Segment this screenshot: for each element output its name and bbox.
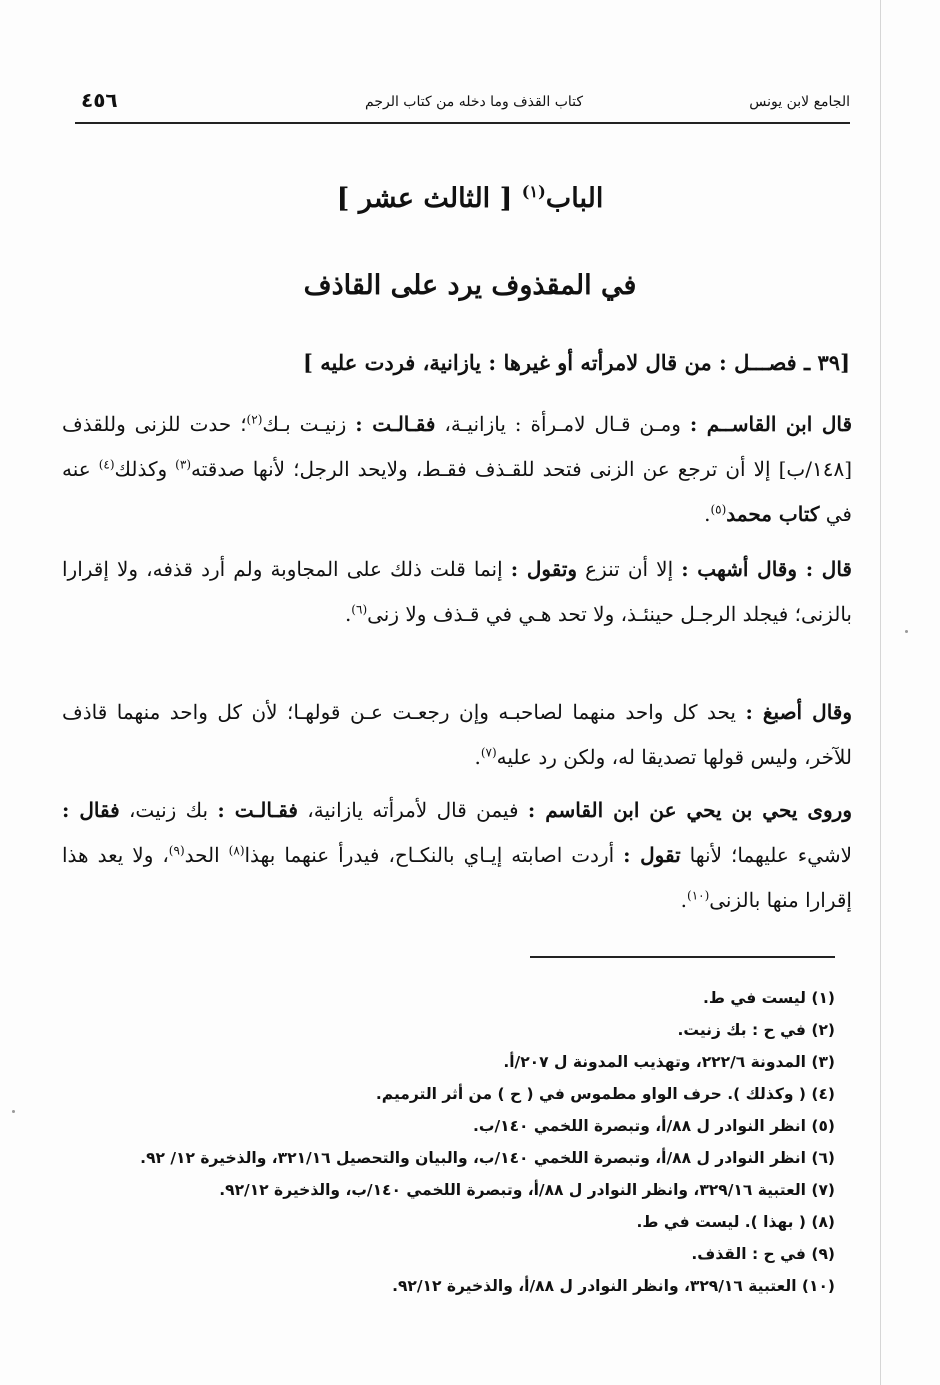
footnote-ref: (٢)	[246, 412, 263, 427]
footnote: (٨) ( بهذا ). ليست في ط.	[636, 1213, 835, 1231]
footnote-ref: (١٠)	[687, 888, 710, 903]
footnote: (٢) في ح : بك زنيت.	[677, 1021, 835, 1039]
footnote-ref: (٨)	[228, 843, 245, 858]
paragraph-text: إنما قلت ذلك على المجاوبة ولم أرد قذفه، ولا إقرارا بالزنى؛ فيجلد الرجـل حينئـذ، ولا تحد هـي في قـذف ولا زنى	[62, 557, 852, 626]
chapter-heading	[200, 183, 740, 214]
footnote-ref: (٧)	[480, 745, 497, 760]
footnote-ref: (٥)	[710, 502, 727, 517]
footnote-ref: (١)	[521, 182, 546, 201]
paragraph-bold: فقـالـت :	[217, 798, 298, 822]
paragraph-text: ، ولا يعد هذا إقرارا منها بالزنى	[62, 843, 852, 912]
footnote: (٧) العتبية ٣٢٩/١٦، وانظر النوادر ل ٨٨/أ، وتبصرة اللخمي ١٤٠/ب، والذخيرة ٩٢/١٢.	[219, 1181, 835, 1199]
footnote-ref: (٣)	[175, 457, 191, 472]
paragraph-text: أردت اصابته إيـاي بالنكـاح، فيدرأ عنهما بهذا	[244, 843, 624, 867]
footnote-ref: (٩)	[168, 843, 185, 858]
chapter-label: الباب	[545, 183, 604, 214]
paragraph-text: فيمن قال لأمرأته يازانية،	[297, 798, 528, 822]
footnote: (١) ليست في ط.	[703, 989, 835, 1007]
footnote: (١٠) العتبية ٣٢٩/١٦، وانظر النوادر ل ٨٨/أ، والذخيرة ٩٢/١٢.	[392, 1277, 835, 1295]
page-number: ٤٥٦	[81, 88, 118, 112]
paragraph-text: .	[704, 502, 711, 526]
paragraph-text: الحد	[184, 843, 229, 867]
paragraph-3	[62, 690, 852, 780]
paragraph-text: .	[344, 602, 352, 626]
paragraph-lead: قال : وقال أشهب :	[681, 557, 852, 581]
paragraph-2	[62, 547, 852, 637]
paragraph-text: ؛ حدت للزنى وللقذف [١٤٨/ب] إلا أن ترجع عن الزنى فتحد للقـذف فقـط، ولايحد الرجل؛ لأنها صدقته	[62, 412, 852, 481]
chapter-title: في المقذوف يرد على القاذف	[303, 270, 637, 301]
paragraph-text: .	[474, 745, 481, 769]
paragraph-text: لاشيء عليهما؛ لأنها	[680, 843, 852, 867]
scan-speck	[905, 630, 908, 633]
paragraph-lead: وقال أصبغ :	[745, 700, 852, 724]
footnote-ref: (٦)	[351, 602, 368, 617]
footnote-separator	[530, 956, 835, 958]
paragraph-text: زنيـت بـك	[262, 412, 356, 436]
footnotes	[40, 982, 835, 1302]
header-rule	[75, 122, 850, 124]
paragraph-bold: وتقول :	[510, 557, 578, 581]
paragraph-text: بك زنيت،	[119, 798, 218, 822]
paragraph-bold: تقول :	[623, 843, 681, 867]
running-book-title: الجامع لابن يونس	[749, 94, 850, 110]
paragraph-bold: فقـالـت :	[355, 412, 436, 436]
running-header	[75, 88, 850, 124]
footnote: (٤) ( وكذلك ). حرف الواو مطموس في ( ح ) من أثر الترميم.	[375, 1085, 835, 1103]
chapter-number: [ الثالث عشر ]	[336, 183, 513, 214]
paragraph-lead: قال ابن القاســم :	[689, 412, 852, 436]
paragraph-text: وكذلك	[114, 457, 176, 481]
paragraph-text: ومـن قـال لامـرأة : يازانيـة،	[435, 412, 690, 436]
paragraph-4	[62, 788, 852, 923]
paragraph-bold: فقال :	[62, 798, 120, 822]
paragraph-text: .	[680, 888, 687, 912]
footnote: (٥) انظر النوادر ل ٨٨/أ، وتبصرة اللخمي ١٤٠/ب.	[473, 1117, 835, 1135]
paragraph-text: يحد كل واحد منهما لصاحبـه وإن رجعـت عـن قولهـا؛ لأن كل واحد منهما قاذف للآخر، وليس قولها تصديقا له، ولكن رد عليه	[62, 700, 852, 769]
footnote: (٩) في ح : القذف.	[691, 1245, 835, 1263]
section-heading: [٣٩ ـ فصـــل : من قال لامرأته أو غيرها : يازانية، فردت عليه ]	[302, 350, 850, 375]
paragraph-text: إلا أن تنزع	[577, 557, 682, 581]
paragraph-1	[62, 402, 852, 537]
paragraph-text: عنه في	[62, 457, 852, 526]
footnote: (٣) المدونة ٢٢٢/٦، وتهذيب المدونة ل ٢٠٧/أ.	[503, 1053, 835, 1071]
footnote: (٦) انظر النوادر ل ٨٨/أ، وتبصرة اللخمي ١٤٠/ب، والبيان والتحصيل ٣٢١/١٦، والذخيرة ١٢/ ٩٢.	[140, 1149, 835, 1167]
footnote-ref: (٤)	[98, 457, 115, 472]
paragraph-lead: وروى يحي بن يحي عن ابن القاسم :	[527, 798, 852, 822]
scan-speck	[12, 1110, 15, 1113]
paragraph-bold: كتاب محمد	[726, 502, 820, 526]
running-section-title: كتاب القذف وما دخله من كتاب الرجم	[365, 94, 584, 110]
page-edge-line	[880, 0, 881, 1385]
